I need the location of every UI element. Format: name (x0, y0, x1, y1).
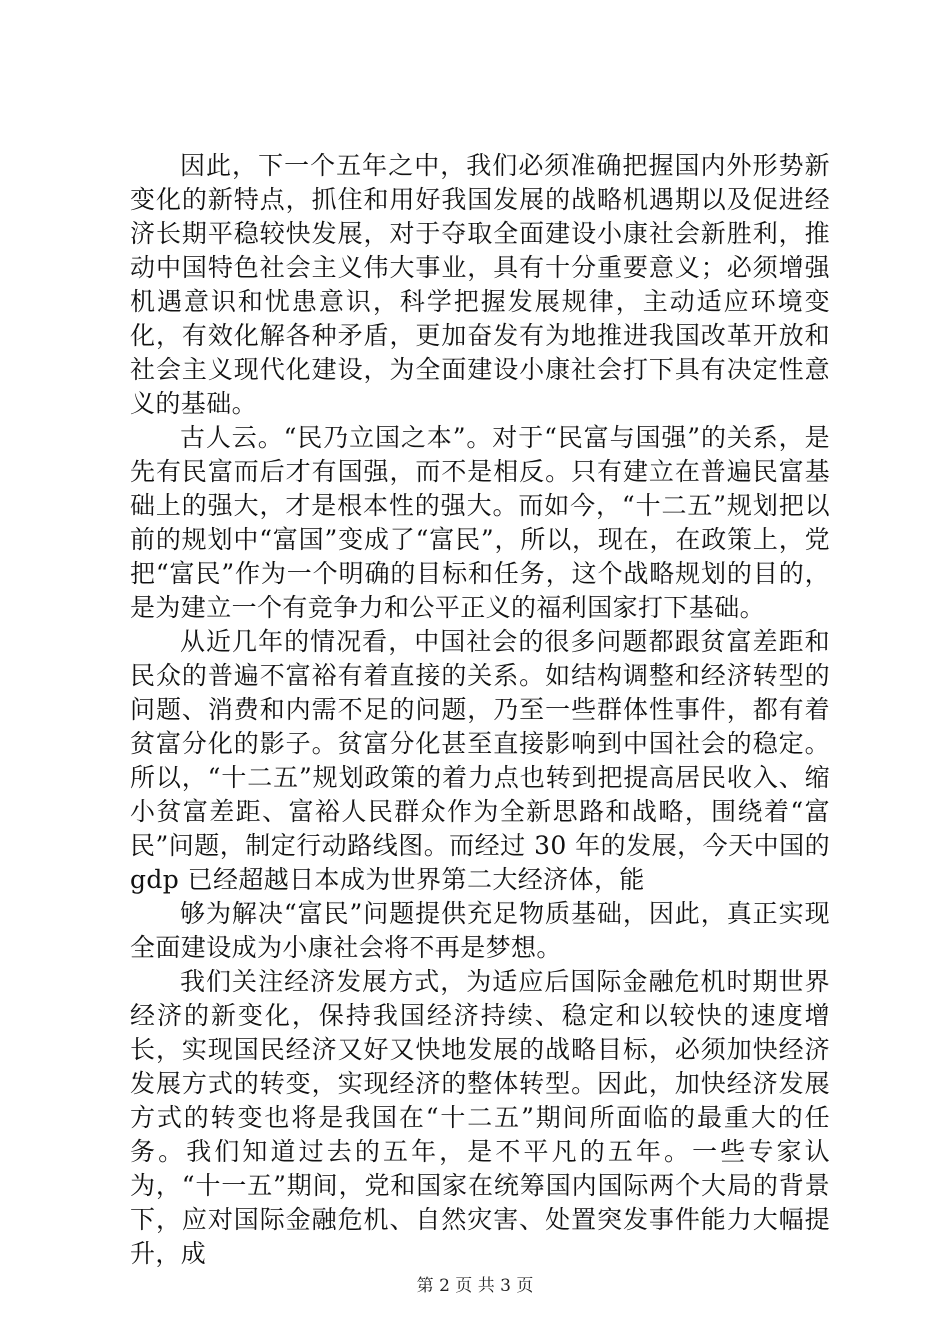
paragraph-5: 我们关注经济发展方式，为适应后国际金融危机时期世界经济的新变化，保持我国经济持续、稳定和以较快的速度增长，实现国民经济又好又快地发展的战略目标，必须加快经济发展方式的转变，实现经济的整体转型。因此，加快经济发展方式的转变也将是我国在“十二五”期间所面临的最重大的任务。我们知道过去的五年，是不平凡的五年。一些专家认为，“十一五”期间，党和国家在统筹国内国际两个大局的背景下，应对国际金融危机、自然灾害、处置突发事件能力大幅提升，成 (130, 967, 830, 1268)
page-footer: 第 2 页 共 3 页 (416, 1276, 534, 1296)
paragraph-2: 古人云。“民乃立国之本”。对于“民富与国强”的关系，是先有民富而后才有国强，而不是相反。只有建立在普遍民富基础上的强大，才是根本性的强大。而如今，“十二五”规划把以前的规划中“富国”变成了“富民”，所以，现在，在政策上，党把“富民”作为一个明确的目标和任务，这个战略规划的目的，是为建立一个有竞争力和公平正义的福利国家打下基础。 (130, 423, 830, 622)
document-body (130, 149, 830, 1271)
paragraph-3: 从近几年的情况看，中国社会的很多问题都跟贫富差距和民众的普遍不富裕有着直接的关系。如结构调整和经济转型的问题、消费和内需不足的问题，乃至一些群体性事件，都有着贫富分化的影子。贫富分化甚至直接影响到中国社会的稳定。所以，“十二五”规划政策的着力点也转到把提高居民收入、缩小贫富差距、富裕人民群众作为全新思路和战略，围绕着“富民”问题，制定行动路线图。而经过 30 年的发展，今天中国的 gdp 已经超越日本成为世界第二大经济体，能 (130, 627, 830, 894)
paragraph-1: 因此，下一个五年之中，我们必须准确把握国内外形势新变化的新特点，抓住和用好我国发展的战略机遇期以及促进经济长期平稳较快发展，对于夺取全面建设小康社会新胜利，推动中国特色社会主义伟大事业，具有十分重要意义；必须增强机遇意识和忧患意识，科学把握发展规律，主动适应环境变化，有效化解各种矛盾，更加奋发有为地推进我国改革开放和社会主义现代化建设，为全面建设小康社会打下具有决定性意义的基础。 (130, 151, 830, 418)
paragraph-4: 够为解决“富民”问题提供充足物质基础，因此，真正实现全面建设成为小康社会将不再是梦想。 (130, 899, 830, 962)
